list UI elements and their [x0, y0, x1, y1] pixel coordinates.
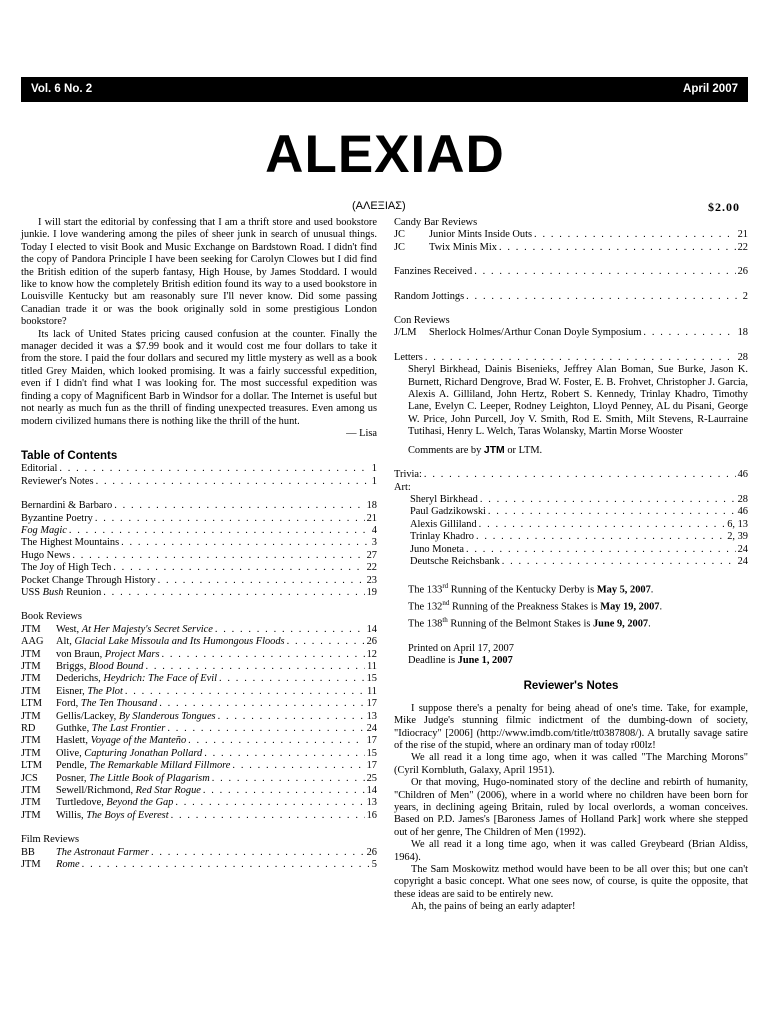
printed-date: Printed on April 17, 2007 — [408, 642, 514, 654]
issue-date: April 2007 — [683, 83, 738, 95]
entry-page: 13 — [366, 797, 377, 809]
toc-entry: Trivia: . . . 46 — [394, 469, 748, 481]
toc-entry — [21, 649, 377, 661]
entry-page: 27 — [366, 549, 377, 561]
page-title: ALEXIAD — [265, 125, 505, 184]
entry-page: 13 — [366, 710, 377, 722]
toc-entry — [21, 661, 377, 673]
reviewer-initials: JTM — [21, 623, 41, 635]
toc-entry — [394, 519, 748, 531]
race-entry: The 133rd Running of the Kentucky Derby is May 5, 2007. — [408, 582, 654, 596]
toc-entry — [21, 476, 377, 488]
toc-entry — [21, 773, 377, 785]
reviewer-initials: JTM — [21, 710, 41, 722]
entry-title: Junior Mints Inside Outs — [429, 229, 533, 241]
entry-title: Haslett, Voyage of the Manteño — [56, 735, 187, 747]
toc-entry — [21, 673, 377, 685]
toc-entry — [21, 575, 377, 587]
entry-title: von Braun, Project Mars — [56, 648, 160, 660]
toc-entry — [21, 760, 377, 772]
toc-entry — [394, 544, 748, 556]
toc-entry — [21, 723, 377, 735]
entry-title: Dederichs, Heydrich: The Face of Evil — [56, 673, 218, 685]
entry-page: 15 — [366, 673, 377, 685]
entry-page: 21 — [366, 512, 377, 524]
toc-group-features — [21, 500, 377, 599]
reviewer-initials: JCS — [21, 772, 38, 784]
reviewer-initials: BB — [21, 846, 35, 858]
reviewers-notes-paragraph: We all read it a long time ago, when it was called "The Marching Morons" (Cyril Kornbluth, Galaxy, April 1951). — [394, 752, 748, 776]
toc-entry — [21, 562, 377, 574]
entry-title: The Highest Mountains — [21, 537, 120, 549]
entry-page: 26 — [366, 636, 377, 648]
entry-title: Hugo News — [21, 549, 71, 561]
toc-entry — [21, 698, 377, 710]
reviewers-notes-heading: Reviewer's Notes — [523, 679, 619, 692]
reviewers-notes-paragraph: The Sam Moskowitz method would have been to be all over this; but one can't copyright a basic concept. What one sees now, of course, is quite the opposite, that these ideas are said to be entirely new. — [394, 864, 748, 900]
entry-title: Briggs, Blood Bound — [56, 661, 144, 672]
toc-entry — [394, 506, 748, 518]
reviewer-initials: LTM — [21, 760, 42, 772]
toc-entry — [21, 636, 377, 648]
entry-title: Ford, The Ten Thousand — [56, 698, 158, 710]
toc-entry — [21, 686, 377, 698]
editorial-paragraph: Its lack of United States pricing caused confusion at the counter. Finally the manager decided it was a $7.99 book and it would cost me four dollars to take it from the store. I paid the four dollars and secured my little mystery as well as a book titled Grey Maiden, which looked promising. It was a fairly successful expedition, even if I didn't find what I was looking for. The most successful expedition was finding a copy of Magnificent Barb in Windsor for a dollar. The Internet is useful but not nearly as much fun as the thrill of finding unexpected treasures. Even among us modern civilized humans there is nothing like the thrill of the hunt. — [21, 328, 377, 427]
toc-entry — [21, 525, 377, 537]
toc-entry: Fanzines Received . . . 26 — [394, 266, 748, 278]
con-reviews-label: Con Reviews — [394, 315, 450, 327]
entry-title: Twix Minis Mix — [429, 241, 497, 253]
book-reviews-list — [21, 624, 377, 823]
art-list — [394, 494, 748, 568]
entry-title: Juno Moneta — [410, 543, 464, 555]
toc-entry — [21, 550, 377, 562]
toc-entry — [21, 797, 377, 809]
entry-title: West, At Her Majesty's Secret Service — [56, 623, 213, 635]
entry-title: Bernardini & Barbaro — [21, 500, 113, 512]
entry-title: Trinlay Khadro — [410, 531, 474, 543]
entry-title: Sheryl Birkhead — [410, 493, 478, 505]
entry-page: 11 — [366, 661, 377, 672]
comments-note: Comments are by JTM or LTM. — [408, 444, 543, 456]
reviewer-initials: JC — [394, 229, 405, 241]
entry-page: 6, 13 — [727, 518, 748, 530]
entry-page: 21 — [737, 229, 748, 241]
toc-entry — [21, 587, 377, 599]
editorial-paragraph: I will start the editorial by confessing that I am a thrift store and used bookstore junkie. I love wandering among the piles of sheer junk in search of unusual things. Today I elected to visit Book and Music Exchange on Bardstown Road. I didn't find the copy of Pandora Principle I have been seeking for Carolyn Clowes but I did find the British edition of the superb fantasy, High House, by James Stoddard. I would like to know how the completely British edition found its way to a used bookstore in Louisville Kentucky but am reasonably sure I'll never know. Did some passing Canadian trade it or was the book originally sold in some prestigious London bookstore? — [21, 217, 377, 328]
entry-title: Byzantine Poetry — [21, 512, 93, 524]
entry-page: 22 — [366, 562, 377, 574]
entry-title: Eisner, The Plot — [56, 685, 123, 697]
entry-title: Editorial — [21, 463, 58, 475]
entry-title: Guthke, The Last Frontier — [56, 723, 166, 735]
toc-entry — [21, 513, 377, 525]
film-reviews-list — [21, 847, 377, 872]
entry-page: 23 — [366, 574, 377, 586]
entry-page: 17 — [366, 698, 377, 710]
entry-page: 22 — [737, 241, 748, 253]
reviewers-notes-paragraph: Or that moving, Hugo-nominated story of the decline and rebirth of humanity, "Children of Men" (2006), where in a world where no children have been born for years, in declining ageing Britain, ruled by local overlords, a woman conceives. Based on P.D. James's [Baroness James of Holland Park] work where she stepped out of her genre, The Children of Men (1992). — [394, 777, 748, 838]
art-label: Art: — [394, 481, 411, 493]
toc-entry: Letters . . . 28 — [394, 352, 748, 364]
reviewer-initials: JTM — [21, 661, 41, 672]
entry-page: 3 — [371, 537, 377, 549]
entry-title: Sewell/Richmond, Red Star Rogue — [56, 785, 201, 797]
entry-title: Pocket Change Through History — [21, 574, 156, 586]
toc-entry — [21, 500, 377, 512]
entry-title: Paul Gadzikowski — [410, 506, 486, 518]
entry-page: 16 — [366, 809, 377, 821]
entry-page: 17 — [366, 735, 377, 747]
toc-entry — [21, 463, 377, 475]
races-list — [394, 580, 748, 631]
toc-entry — [21, 537, 377, 549]
issue-price: $2.00 — [708, 200, 740, 214]
entry-page: 17 — [366, 760, 377, 772]
entry-title: Alexis Gilliland — [410, 518, 477, 530]
reviewer-initials: LTM — [21, 698, 42, 710]
toc-entry — [21, 859, 377, 871]
toc-entry — [21, 785, 377, 797]
toc-entry — [21, 748, 377, 760]
reviewer-initials: JTM — [21, 785, 41, 797]
entry-title: Alt, Glacial Lake Missoula and Its Humongous Floods — [56, 636, 285, 648]
reviewer-initials: JTM — [21, 859, 41, 871]
candy-reviews-label: Candy Bar Reviews — [394, 217, 478, 228]
entry-page: 28 — [737, 493, 748, 505]
reviewer-initials: JTM — [21, 685, 41, 697]
toc-heading: Table of Contents — [21, 450, 118, 463]
reviewer-initials: JTM — [21, 648, 41, 660]
toc-entry: Random Jottings . . . 2 — [394, 291, 748, 303]
entry-page: 19 — [366, 586, 377, 598]
entry-title: Rome — [56, 859, 80, 871]
entry-title: USS Bush Reunion — [21, 586, 102, 598]
entry-page: 24 — [737, 555, 748, 567]
reviewer-initials: RD — [21, 723, 36, 735]
entry-title: The Astronaut Farmer — [56, 846, 149, 858]
film-reviews-label: Film Reviews — [21, 834, 80, 846]
deadline: Deadline is June 1, 2007 — [408, 655, 513, 667]
entry-title: The Joy of High Tech — [21, 562, 112, 574]
entry-page: 1 — [371, 475, 377, 487]
entry-title: Pendle, The Remarkable Millard Fillmore — [56, 760, 231, 772]
reviewers-notes-paragraph: Ah, the pains of being an early adapter! — [411, 901, 576, 913]
entry-page: 46 — [737, 506, 748, 518]
toc-entry — [394, 242, 748, 254]
right-column — [394, 217, 748, 914]
toc-entry — [394, 531, 748, 543]
reviewer-initials: JTM — [21, 809, 41, 821]
toc-entry — [21, 847, 377, 859]
candy-reviews-list — [394, 229, 748, 254]
reviewer-initials: JTM — [21, 735, 41, 747]
entry-title: Turtledove, Beyond the Gap — [56, 797, 174, 809]
entry-title: Posner, The Little Book of Plagarism — [56, 772, 210, 784]
entry-title: Willis, The Boys of Everest — [56, 809, 169, 821]
reviewer-initials: AAG — [21, 636, 44, 648]
entry-title: Reviewer's Notes — [21, 475, 94, 487]
toc-entry — [394, 556, 748, 568]
entry-page: 2, 39 — [727, 531, 748, 543]
issue-volume: Vol. 6 No. 2 — [31, 83, 93, 95]
entry-title: Olive, Capturing Jonathan Pollard — [56, 747, 203, 759]
entry-page: 18 — [366, 500, 377, 512]
reviewer-initials: JC — [394, 241, 405, 253]
entry-page: 14 — [366, 785, 377, 797]
race-entry: The 138th Running of the Belmont Stakes is June 9, 2007. — [408, 616, 651, 630]
entry-title: Deutsche Reichsbank — [410, 555, 500, 567]
entry-page: 15 — [366, 747, 377, 759]
entry-page: 4 — [371, 524, 377, 536]
editorial — [21, 217, 377, 440]
letters-contributors: Sheryl Birkhead, Dainis Bisenieks, Jeffrey Alan Boman, Sue Burke, Jason K. Burnett, Richard Dengrove, Brad W. Foster, E. B. Frohvet, Christopher J. Garcia, Alexis A. Gilliland, John Hertz, Robert S. Kennedy, Trinlay Khadro, Timothy Lane, Evelyn C. Leeper, Rodney Leighton, Lloyd Penney, AL du Pisani, George W. Price, John Purcell, Joy V. Smith, Rod E. Smith, Milt Stevens, R-Laurraine Tutihasi, Henry L. Welch, Taras Wolansky, Martin Morse Wooster — [408, 364, 748, 438]
reviewer-initials: JTM — [21, 747, 41, 759]
entry-title: Fog Magic — [21, 524, 67, 536]
page-subtitle: (ΑΛΕΞΙΑΣ) — [352, 200, 406, 212]
entry-page: 12 — [366, 648, 377, 660]
reviewers-notes-paragraph: I suppose there's a penalty for being ahead of one's time. Take, for example, Mike Judge's stunning filmic indictment of the dumbing-down of society, "Idiocracy" [2006] (http://www.imdb.com/title/tt0387808/). A brutally savage satire of the rise of the stupid, where an ordinary man of today r00lz! — [394, 702, 748, 751]
toc-entry — [394, 229, 748, 241]
left-column — [21, 217, 377, 872]
entry-page: 5 — [371, 859, 377, 871]
entry-title: Gellis/Lackey, By Slanderous Tongues — [56, 710, 216, 722]
reviewer-initials: JTM — [21, 673, 41, 685]
race-entry: The 132nd Running of the Preakness Stakes is May 19, 2007. — [408, 599, 663, 613]
entry-page: 14 — [366, 623, 377, 635]
toc-group-main — [21, 463, 377, 488]
toc-entry — [21, 624, 377, 636]
reviewer-initials: JTM — [21, 797, 41, 809]
entry-page: 25 — [366, 772, 377, 784]
toc-entry — [21, 711, 377, 723]
reviewers-notes-paragraph: We all read it a long time ago, when it was called Greybeard (Brian Aldiss, 1964). — [394, 839, 748, 863]
toc-entry — [394, 494, 748, 506]
entry-page: 24 — [737, 543, 748, 555]
entry-page: 1 — [371, 463, 377, 475]
book-reviews-label: Book Reviews — [21, 611, 82, 623]
entry-page: 26 — [366, 846, 377, 858]
toc-entry: J/LM Sherlock Holmes/Arthur Conan Doyle Symposium . . . 18 — [394, 327, 748, 339]
masthead-bar — [21, 77, 748, 102]
editorial-signature: — Lisa — [346, 427, 377, 439]
entry-page: 11 — [366, 685, 377, 697]
entry-page: 24 — [366, 723, 377, 735]
toc-entry — [21, 810, 377, 822]
toc-entry — [21, 735, 377, 747]
